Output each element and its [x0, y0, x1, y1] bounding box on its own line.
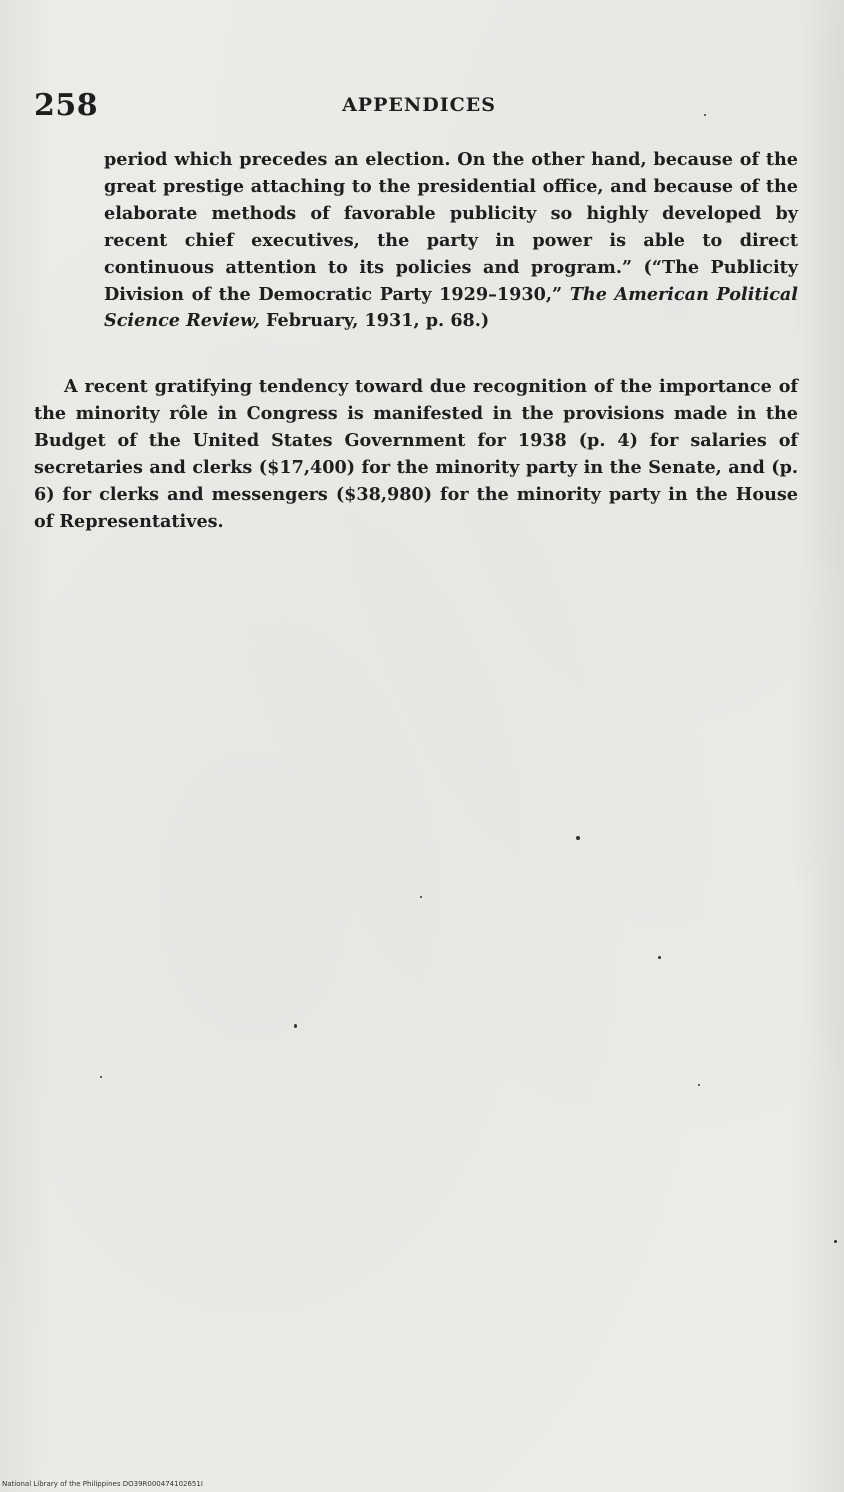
ink-speck — [576, 836, 580, 840]
page-header — [34, 88, 804, 128]
ink-speck — [100, 1076, 102, 1078]
page-number: 258 — [34, 88, 99, 123]
ink-speck — [420, 896, 422, 898]
body-paragraph — [34, 374, 798, 535]
ink-speck — [658, 956, 661, 959]
quote-source-title: The American Political Science Review, — [104, 283, 798, 332]
quote-text: period which precedes an election. On the other hand, because of the great prestige attaching to the presidential office, and because of the elaborate methods of favorable publicity so highly developed by recent chief executives, the party in power is able to direct continuous attention to its policies and program.” (“The Publicity Division of the Democratic Party 1929–1930,” — [104, 149, 798, 305]
body-paragraph-text: A recent gratifying tendency toward due recognition of the importance of the minority rôle in Congress is manifested in the provisions made in the Budget of the United States Government for 1938 (p. 4) for salaries of secretaries and clerks ($17,400) for the minority party in the Senate, and (p. 6) for clerks and messengers ($38,980) for the minority party in the House of Representatives. — [34, 376, 798, 532]
ink-speck — [834, 1240, 837, 1243]
ink-speck — [698, 1084, 700, 1086]
ink-speck — [294, 1024, 297, 1028]
block-quote — [104, 147, 798, 335]
quote-source-tail: February, 1931, p. 68.) — [259, 310, 490, 332]
quote-paragraph — [104, 147, 798, 335]
scan-footer: National Library of the Philippines DO39R000474102651I — [2, 1480, 203, 1488]
running-head: APPENDICES — [342, 94, 496, 116]
ink-speck — [704, 114, 706, 116]
